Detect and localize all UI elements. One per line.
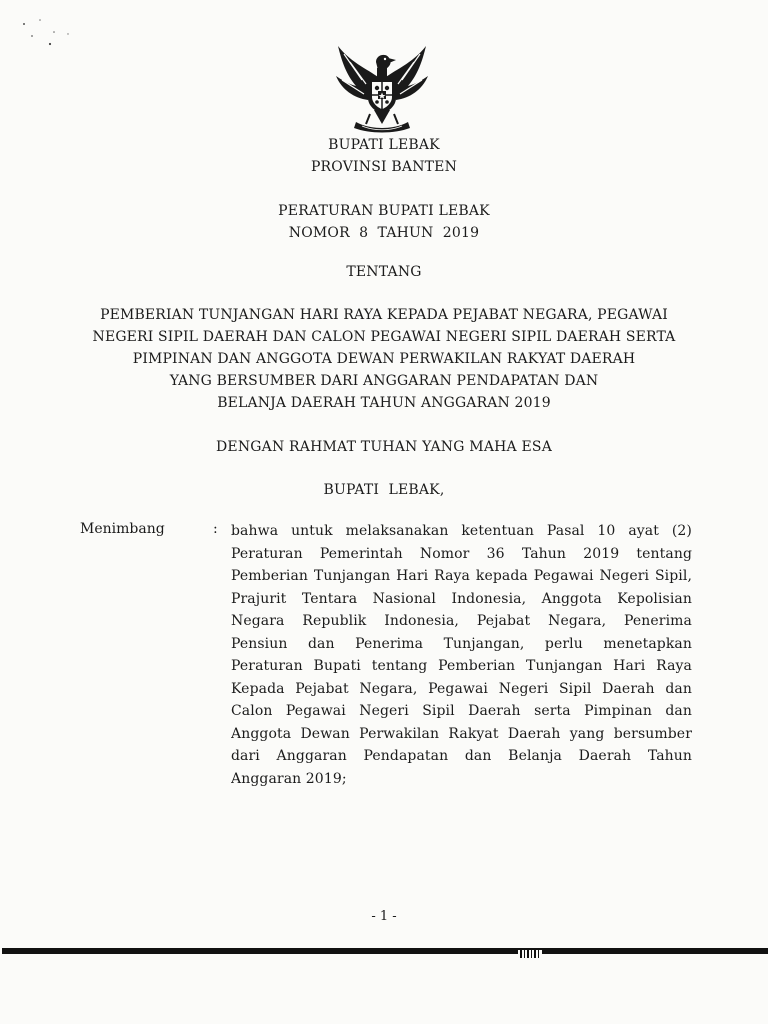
header-regent: BUPATI LEBAK: [328, 137, 440, 153]
authority: BUPATI LEBAK,: [323, 482, 445, 498]
considering-line: Kepada Pejabat Negara, Pegawai Negeri Sipil Daerah dan: [231, 680, 692, 697]
considering-line: dari Anggaran Pendapatan dan Belanja Daerah Tahun: [231, 748, 692, 764]
considering-line: Negara Republik Indonesia, Pejabat Negara, Penerima: [231, 613, 692, 629]
regulation-number: NOMOR 8 TAHUN 2019: [288, 225, 480, 241]
scan-specks: [18, 14, 78, 64]
considering-label: Menimbang: [80, 521, 165, 537]
regulation-title: PERATURAN BUPATI LEBAK: [278, 203, 490, 219]
regulation-about: TENTANG: [346, 264, 422, 280]
barcode-marks: [518, 950, 542, 958]
subject-line: PEMBERIAN TUNJANGAN HARI RAYA KEPADA PEJABAT NEGARA, PEGAWAI: [100, 307, 668, 323]
regulation-subject: [0, 304, 768, 414]
invocation: DENGAN RAHMAT TUHAN YANG MAHA ESA: [215, 439, 553, 455]
subject-line: NEGERI SIPIL DAERAH DAN CALON PEGAWAI NEGERI SIPIL DAERAH SERTA: [92, 329, 676, 345]
subject-line: BELANJA DAERAH TAHUN ANGGARAN 2019: [217, 395, 551, 411]
bottom-scan-edge: [2, 948, 768, 954]
subject-line: PIMPINAN DAN ANGGOTA DEWAN PERWAKILAN RAKYAT DAERAH: [132, 351, 636, 367]
header-province: PROVINSI BANTEN: [310, 159, 458, 175]
considering-line: Peraturan Bupati tentang Pemberian Tunjangan Hari Raya: [231, 658, 692, 674]
page-number: - 1 -: [371, 909, 397, 924]
considering-line: Pemberian Tunjangan Hari Raya kepada Pegawai Negeri Sipil,: [231, 568, 692, 584]
subject-line: YANG BERSUMBER DARI ANGGARAN PENDAPATAN DAN: [169, 373, 599, 389]
considering-line: Pensiun dan Penerima Tunjangan, perlu menetapkan: [231, 635, 692, 652]
considering-text: [231, 520, 692, 790]
considering-line: Peraturan Pemerintah Nomor 36 Tahun 2019 tentang: [231, 545, 692, 562]
considering-line: Anggaran 2019;: [231, 770, 347, 787]
considering-line: Calon Pegawai Negeri Sipil Daerah serta Pimpinan dan: [231, 703, 692, 719]
garuda-emblem-icon: [330, 40, 434, 134]
considering-separator: :: [213, 521, 218, 537]
considering-line: Prajurit Tentara Nasional Indonesia, Anggota Kepolisian: [231, 590, 692, 607]
considering-line: bahwa untuk melaksanakan ketentuan Pasal 10 ayat (2): [231, 523, 692, 539]
considering-line: Anggota Dewan Perwakilan Rakyat Daerah yang bersumber: [231, 725, 692, 742]
